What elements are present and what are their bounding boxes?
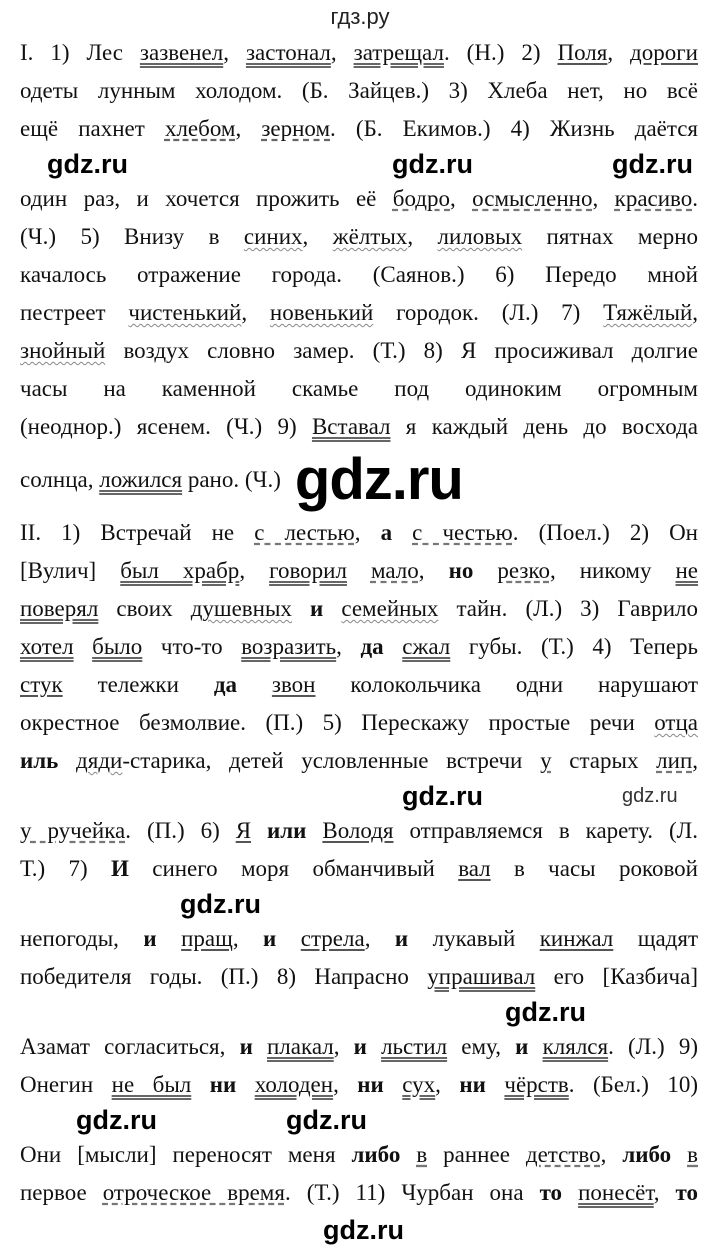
text-segment: , [450,186,473,211]
text-segment: , [333,1072,358,1097]
text-segment: , [354,520,381,545]
object-underlined: хлебом [164,116,236,141]
text-line [20,256,698,294]
adverbial-underlined: с честью [412,520,513,545]
attribute-underlined: знойный [20,338,106,363]
text-segment: . [692,186,698,211]
adverbial-underlined: у ручейка [20,818,126,843]
text-segment [384,1072,402,1097]
text-segment: рано. (Ч.) [182,467,281,492]
watermark: gdz.ru [180,889,261,919]
text-segment: Т.) 7) [20,856,111,881]
predicate-underlined: хотел [20,634,74,659]
attribute-underlined: чистенький [128,300,242,325]
text-segment: солнца, [20,467,100,492]
predicate-underlined: затрещал [353,40,444,65]
text-segment: , [407,224,438,249]
text-segment: , [592,186,615,211]
text-segment: лукавый [408,926,540,951]
text-segment: первое [20,1180,103,1205]
watermark: gdz.ru [402,781,483,811]
text-segment: одеты лунным холодом. (Б. Зайцев.) 3) Хлеба нет, но всё [20,78,698,103]
conjunction-bold: ни [357,1072,384,1097]
conjunction-bold: а [380,520,393,545]
predicate-underlined: застонал [245,40,331,65]
text-segment: . (Бел.) 10) [568,1072,699,1097]
text-segment: , [364,926,395,951]
conjunction-bold: то [539,1180,563,1205]
adverbial-underlined: отроческое время [102,1180,285,1205]
text-segment: , [435,1072,460,1097]
text-segment: окрестное безмолвие. (П.) 5) Перескажу простые речи [20,710,655,735]
attribute-underlined: синих [243,224,303,249]
text-segment: . (Б. Екимов.) 4) Жизнь даётся [330,116,699,141]
watermark-row [20,780,698,812]
watermark: gdz.ru [505,997,586,1027]
text-segment: , [239,558,270,583]
watermark-row [20,996,698,1028]
text-segment [253,1034,267,1059]
text-segment: его [Казбича] [535,964,698,989]
text-segment [306,818,322,843]
conjunction-bold: и [143,926,157,951]
predicate-underlined: клялся [542,1034,609,1059]
predicate-underlined: Вставал [311,414,391,439]
text-segment [276,926,300,951]
text-segment: своих [98,596,191,621]
conjunction-bold: либо [351,1142,401,1167]
text-segment: я каждый день до восхода [390,414,698,439]
text-segment: (Ч.) 5) Внизу в [20,224,244,249]
predicate-underlined: ложился [99,467,183,492]
text-line [20,72,698,110]
text-segment: , [418,558,449,583]
text-line [20,1066,698,1104]
adverbial-underlined: детство [525,1142,601,1167]
adverbial-underlined: красиво [614,186,693,211]
text-segment: . (Т.) 11) Чурбан она [284,1180,540,1205]
text-segment [58,748,76,773]
text-segment: пятнах мерно [522,224,699,249]
text-line [20,958,698,996]
watermark: gdz.ru [286,1105,367,1135]
subject-underlined: пращ [181,926,233,951]
predicate-underlined: чёрств [504,1072,569,1097]
watermark-row [20,888,698,920]
subject-underlined: звон [271,672,316,697]
conjunction-bold: но [448,558,474,583]
text-segment: (неоднор.) ясенем. (Ч.) 9) [20,414,312,439]
watermark: gdz.ru [323,1215,404,1245]
text-segment: Онегин [20,1072,112,1097]
site-header: гдз.ру [330,4,390,29]
text-line [20,34,698,72]
adverbial-underlined: у [540,748,552,773]
text-segment [191,1072,209,1097]
text-segment [347,558,371,583]
text-segment [323,596,341,621]
text-segment [157,926,181,951]
subject-underlined: стук [20,672,63,697]
text-line [20,332,698,370]
text-segment: [Вулич] [20,558,121,583]
text-segment: городок. (Л.) 7) [373,300,604,325]
attribute-underlined: жёлтых [332,224,408,249]
watermark-row [20,1212,698,1248]
attribute-underlined: лиловых [437,224,523,249]
conjunction-bold: то [675,1180,698,1205]
text-line [20,742,698,780]
predicate-underlined: понесёт [578,1180,654,1205]
text-line [20,666,698,704]
predicate-underlined: был храбр [120,558,240,583]
text-line [20,920,698,958]
subject-underlined: стрела [300,926,365,951]
text-line [20,1028,698,1066]
predicate-underlined: не был [111,1072,192,1097]
text-line [20,514,698,552]
text-segment: , [241,300,270,325]
text-line [20,408,698,446]
watermark: gdz.ru [612,149,693,179]
attribute-underlined: семейных [341,596,439,621]
predicate-underlined: плакал [267,1034,334,1059]
predicate-underlined: сжал [402,634,451,659]
predicate-underlined: упрашивал [427,964,536,989]
text-line [20,294,698,332]
watermark-row [20,148,698,180]
attribute-underlined: дяди [76,748,123,773]
text-line [20,218,698,256]
text-segment: один раз, и хочется прожить её [20,186,393,211]
line-text [20,461,281,499]
predicate-underlined: было [92,634,143,659]
text-segment: , [653,1180,676,1205]
conjunction-bold: иль [20,748,59,773]
attribute-underlined: новенький [269,300,374,325]
text-segment: синего моря обманчивый [128,856,459,881]
text-segment: , [232,926,264,951]
text-segment: . (Поел.) 2) Он [512,520,698,545]
text-segment: , [607,40,631,65]
text-segment: , [235,116,262,141]
attribute-underlined: отца [654,710,698,735]
subject-underlined: Я [235,818,252,843]
conjunction-bold: и [353,1034,367,1059]
watermark: gdz.ru [392,149,473,179]
adverbial-underlined: осмысленно [472,186,593,211]
text-segment: . (Л.) 9) [608,1034,699,1059]
conjunction-bold: и [394,926,409,951]
watermark: gdz.ru [622,785,678,807]
attribute-underlined: Тяжёлый [603,300,693,325]
object-underlined: зерном [261,116,331,141]
text-segment: . (П.) 6) [125,818,236,843]
conjunction-bold: и [515,1034,529,1059]
text-segment [671,1142,687,1167]
text-segment [562,1180,578,1205]
adverbial-underlined: с лестью [254,520,355,545]
text-segment: Они [мысли] переносят меня [20,1142,352,1167]
predicate-underlined: возразить [241,634,337,659]
text-segment: , [333,1034,354,1059]
predicate-underlined: зазвенел [139,40,224,65]
text-line [20,850,698,888]
adverbial-underlined: лип [656,748,693,773]
text-segment [400,1142,416,1167]
text-segment: губы. (Т.) 4) Теперь [450,634,699,659]
text-segment: щадят [613,926,698,951]
text-line [20,628,698,666]
conjunction-bold: ни [459,1072,486,1097]
text-segment: что-то [142,634,242,659]
text-segment: пестреет [20,300,129,325]
text-segment: победителя годы. (П.) 8) Напрасно [20,964,428,989]
adverbial-underlined: в [416,1142,428,1167]
text-line [20,552,698,590]
text-segment: отправляемся в карету. (Л. [393,818,699,843]
conjunction-bold: И [111,856,129,881]
subject-underlined: дороги [630,40,698,65]
adverbial-underlined: резко [497,558,550,583]
conjunction-bold: или [266,818,307,843]
text-line [20,446,698,514]
text-segment [251,818,267,843]
text-segment: , [336,634,361,659]
text-segment [74,634,93,659]
text-segment: II. 1) Встречай не [20,520,255,545]
text-segment: часы на каменной скамье под одиноким огромным [20,376,698,401]
subject-underlined: Поля [557,40,608,65]
conjunction-bold: либо [622,1142,672,1167]
text-segment [236,1072,254,1097]
text-line [20,812,698,850]
conjunction-bold: и [310,596,324,621]
text-segment [237,672,272,697]
watermark-row [20,1104,698,1136]
predicate-underlined: говорил [269,558,347,583]
predicate-underlined: поверял [20,596,99,621]
text-segment: , никому [549,558,676,583]
text-segment [292,596,310,621]
text-segment: , [330,40,354,65]
text-segment: тележки [62,672,214,697]
text-segment: I. 1) Лес [20,40,140,65]
text-segment: , [223,40,246,65]
text-segment: в часы роковой [490,856,698,881]
text-segment: непогоды, [20,926,144,951]
adverbial-underlined: в [687,1142,699,1167]
text-segment [392,520,412,545]
text-line [20,1136,698,1174]
exercise-text [20,34,698,1248]
text-line [20,590,698,628]
subject-underlined: Володя [322,818,394,843]
predicate-underlined: льстил [381,1034,448,1059]
text-segment [528,1034,542,1059]
text-line [20,704,698,742]
text-line [20,1174,698,1212]
conjunction-bold: да [213,672,237,697]
predicate-underlined: не [675,558,699,583]
adverbial-underlined: мало [370,558,419,583]
text-segment: , [692,748,699,773]
text-segment: ещё пахнет [20,116,165,141]
subject-underlined: вал [458,856,491,881]
text-line [20,110,698,148]
text-segment: воздух словно замер. (Т.) 8) Я просиживал долгие [105,338,698,363]
text-segment: тайн. (Л.) 3) Гаврило [438,596,698,621]
text-segment [486,1072,504,1097]
predicate-underlined: холоден [254,1072,334,1097]
text-segment: качалось отражение города. (Саянов.) 6) Передо мной [20,262,698,287]
subject-underlined: кинжал [539,926,614,951]
text-segment: , [302,224,333,249]
text-segment: , [692,300,699,325]
text-segment: колокольчика одни нарушают [315,672,699,697]
text-segment: раннее [427,1142,526,1167]
text-line [20,180,698,218]
watermark: gdz.ru [294,447,463,512]
text-segment: старых [551,748,657,773]
conjunction-bold: и [239,1034,253,1059]
watermark: gdz.ru [47,149,128,179]
text-segment: -старика, детей условленные встречи [122,748,541,773]
text-segment: Азамат согласиться, [20,1034,240,1059]
text-segment: ему, [447,1034,516,1059]
text-line [20,370,698,408]
conjunction-bold: и [263,926,277,951]
text-segment [367,1034,381,1059]
adverbial-underlined: бодро [392,186,451,211]
attribute-underlined: душевных [190,596,292,621]
text-segment [473,558,497,583]
conjunction-bold: ни [209,1072,237,1097]
text-segment [384,634,403,659]
text-segment: , [600,1142,623,1167]
text-segment: . (Н.) 2) [443,40,558,65]
conjunction-bold: да [360,634,384,659]
predicate-underlined: сух [402,1072,436,1097]
watermark: gdz.ru [76,1105,157,1135]
